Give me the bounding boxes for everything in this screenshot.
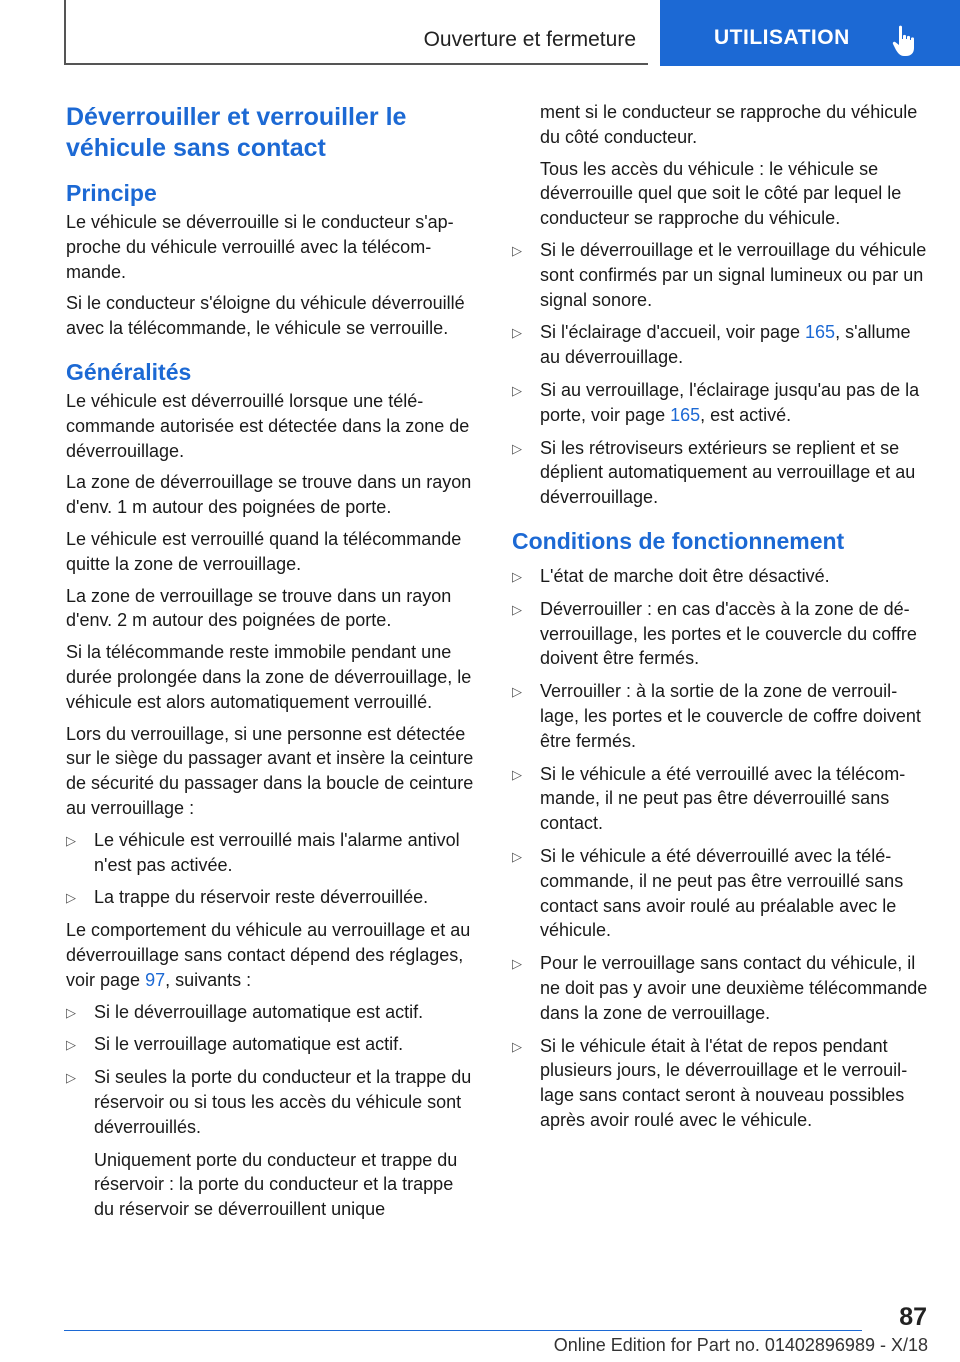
footer-rule: [64, 1330, 862, 1331]
page-number: 87: [899, 1303, 927, 1331]
hand-pointer-icon: [892, 24, 922, 58]
list-continuation: Tous les accès du véhicule : le véhicule se déverrouille quel que soit le côté par lequel le conducteur se rapproche du véhicule.: [540, 158, 902, 229]
list-item: ▷ Déverrouiller : en cas d'accès à la zone de déverrouillage, les portes et le couvercle du coffre doivent être fermés.: [512, 597, 928, 671]
paragraph: Le véhicule est verrouillé quand la télécommande quitte la zone de verrouillage.: [66, 528, 462, 574]
list-continuation: ment si le conducteur se rapproche du véhicule du côté conducteur.: [540, 102, 918, 147]
page-link-165[interactable]: 165: [670, 404, 701, 425]
text: , suivants :: [165, 969, 252, 990]
page-title: Déverrouiller et verrouiller le véhicule sans contact: [66, 103, 407, 162]
list-item: ▷ Si le déverrouillage et le verrouillage du véhicule sont confirmés par un signal lumineux ou par un signal sonore.: [512, 238, 928, 312]
list-item: ▷ Si le déverrouillage automatique est actif.: [66, 1000, 478, 1025]
paragraph: Le véhicule se déverrouille si le conducteur s'approche du véhicule verrouillé avec la télécommande.: [66, 212, 454, 282]
page-link-165[interactable]: 165: [805, 322, 836, 343]
paragraph: La zone de déverrouillage se trouve dans un rayon d'env. 1 m autour des poignées de porte.: [66, 472, 472, 518]
list-item: ▷ Le véhicule est verrouillé mais l'alarme antivol n'est pas activée.: [66, 828, 478, 878]
list-item: ▷ Verrouiller : à la sortie de la zone de verrouillage, les portes et le couvercle de coffre doivent être fermés.: [512, 679, 928, 753]
paragraph: Si le conducteur s'éloigne du véhicule déverrouillé avec la télécommande, le véhicule se verrouille.: [66, 293, 465, 339]
list-item: ▷ Si le véhicule a été verrouillé avec la télécommande, il ne peut pas être déverrouillé sans contact.: [512, 762, 928, 836]
list-item: ▷ La trappe du réservoir reste déverrouillée.: [66, 885, 478, 910]
header-chapter-tab: [660, 0, 960, 66]
text: Si l'éclairage d'accueil, voir page: [540, 322, 806, 343]
text: , est activé.: [700, 404, 792, 425]
header-section-title: Ouverture et fermeture: [423, 28, 636, 51]
list-item: ▷ Si seules la porte du conducteur et la trappe du réservoir ou si tous les accès du véhicule sont déverrouillés.: [66, 1065, 478, 1139]
list-item: ▷ Si le véhicule a été déverrouillé avec la télécommande, il ne peut pas être verrouillé sans contact sans avoir roulé au préalable avec le véhicule.: [512, 844, 928, 943]
left-column: [66, 102, 478, 1229]
page-link-97[interactable]: 97: [145, 969, 166, 990]
heading-principe: Principe: [66, 180, 157, 206]
heading-conditions: Conditions de fonctionnement: [512, 527, 845, 554]
paragraph: Le véhicule est déverrouillé lorsque une télécommande autorisée est détectée dans la zone de déverrouillage.: [66, 390, 470, 461]
list-item: [512, 378, 928, 428]
text: Si au verrouillage, l'éclairage jusqu'au pas de la porte, voir page: [540, 379, 920, 425]
right-column: [512, 100, 928, 1141]
paragraph: Si la télécommande reste immobile pendant une durée prolongée dans la zone de déverrouillage, le véhicule est alors automatiquement verrouillé.: [66, 642, 472, 712]
chapter-label: UTILISATION: [714, 26, 850, 49]
list-item: ▷ Si les rétroviseurs extérieurs se replient et se déplient automatiquement au verrouillage et au déverrouillage.: [512, 436, 928, 510]
text: , s'allume au déverrouillage.: [540, 322, 911, 368]
list-item: [512, 320, 928, 370]
paragraph: La zone de verrouillage se trouve dans un rayon d'env. 2 m autour des poignées de porte.: [66, 585, 452, 631]
footer-edition: Online Edition for Part no. 01402896989 - X/18: [553, 1335, 928, 1355]
list-item: ▷ L'état de marche doit être désactivé.: [512, 564, 928, 589]
text: Le comportement du véhicule au verrouillage et au déverrouillage sans contact dépend des réglages, voir page: [66, 920, 471, 990]
list-item: ▷ Pour le verrouillage sans contact du véhicule, il ne doit pas y avoir une deuxième télécommande dans la zone de verrouillage.: [512, 951, 928, 1025]
header-bottom-rule: [64, 63, 648, 65]
list-item: ▷ Si le véhicule était à l'état de repos pendant plusieurs jours, le déverrouillage et le verrouillage sans contact seront à nouveau possibles après avoir roulé avec le véhicule.: [512, 1034, 928, 1133]
list-continuation: Uniquement porte du conducteur et trappe du réservoir : la porte du conducteur et la trappe du réservoir se déverrouillent unique: [94, 1149, 458, 1220]
paragraph-settings: [66, 918, 478, 992]
heading-generalites: Généralités: [66, 358, 192, 385]
paragraph: Lors du verrouillage, si une personne est détectée sur le siège du passager avant et insère la ceinture de sécurité du passager dans la boucle de ceinture au verrouillage :: [66, 723, 474, 818]
list-item: ▷ Si le verrouillage automatique est actif.: [66, 1032, 478, 1057]
